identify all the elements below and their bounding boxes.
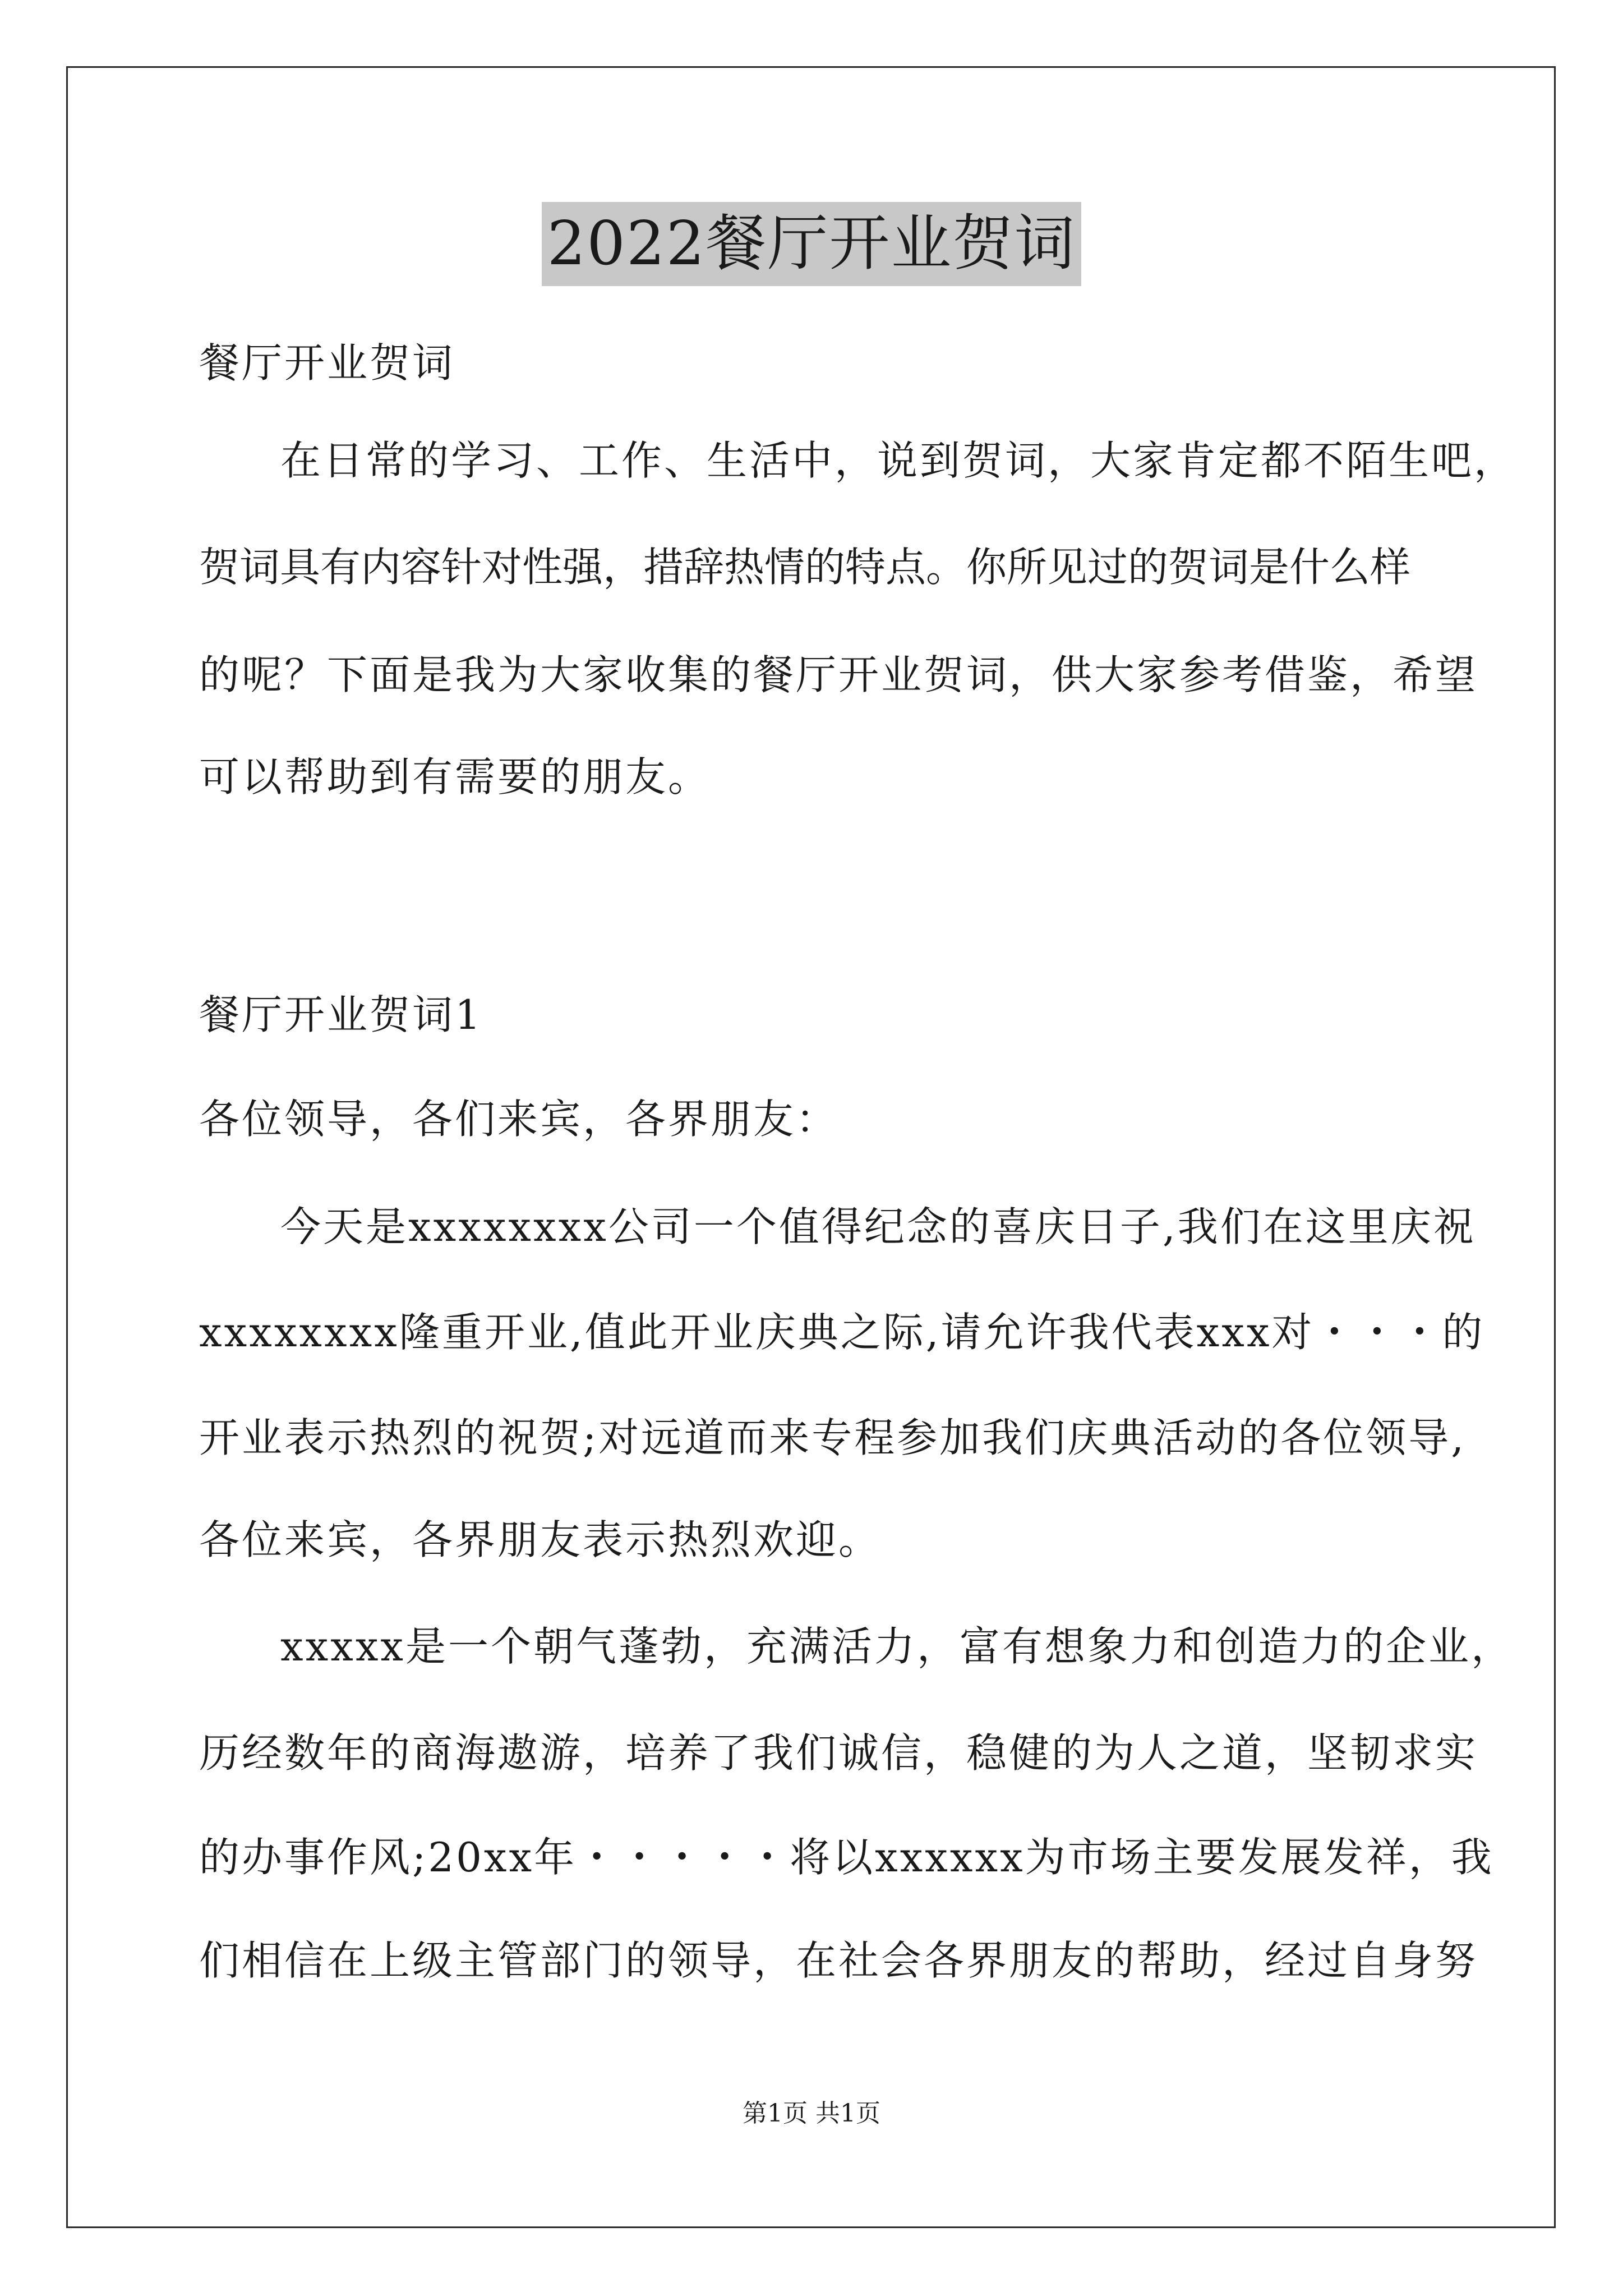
intro-heading: 餐厅开业贺词	[199, 339, 455, 386]
section-heading: 餐厅开业贺词1	[199, 991, 483, 1038]
paragraph-line	[199, 542, 1427, 592]
page-border	[66, 66, 1556, 2228]
line-text: 贺词具有内容针对性强，措辞热情的特点。你所见过的贺词是什么样	[199, 544, 1411, 591]
paragraph-line: 今天是xxxxxxxx公司一个值得纪念的喜庆日子,我们在这里庆祝	[280, 1203, 1476, 1250]
page-footer: 第1页 共1页	[743, 2099, 880, 2128]
paragraph-line: 的呢？下面是我为大家收集的餐厅开业贺词，供大家参考借鉴，希望	[199, 651, 1478, 698]
salutation: 各位领导，各们来宾，各界朋友：	[199, 1096, 839, 1143]
paragraph-line: 历经数年的商海遨游，培养了我们诚信，稳健的为人之道，坚韧求实	[199, 1729, 1478, 1777]
paragraph-line: xxxxx是一个朝气蓬勃，充满活力，富有想象力和创造力的企业，	[280, 1623, 1514, 1670]
paragraph-line: 可以帮助到有需要的朋友。	[199, 753, 711, 800]
paragraph-line: 开业表示热烈的祝贺;对远道而来专程参加我们庆典活动的各位领导,	[199, 1414, 1467, 1461]
paragraph-line: 的办事作风;20xx年・・・・・将以xxxxxx为市场主要发展发祥，我	[199, 1834, 1494, 1881]
paragraph-line: 各位来宾，各界朋友表示热烈欢迎。	[199, 1516, 882, 1563]
title-container	[0, 202, 1623, 286]
paragraph-line: 在日常的学习、工作、生活中，说到贺词，大家肯定都不陌生吧，	[280, 437, 1517, 484]
paragraph-line: xxxxxxxx隆重开业,值此开业庆典之际,请允许我代表xxx对・・・的	[199, 1309, 1485, 1356]
document-title: 2022餐厅开业贺词	[542, 202, 1082, 286]
paragraph-line: 们相信在上级主管部门的领导，在社会各界朋友的帮助，经过自身努	[199, 1937, 1478, 1984]
